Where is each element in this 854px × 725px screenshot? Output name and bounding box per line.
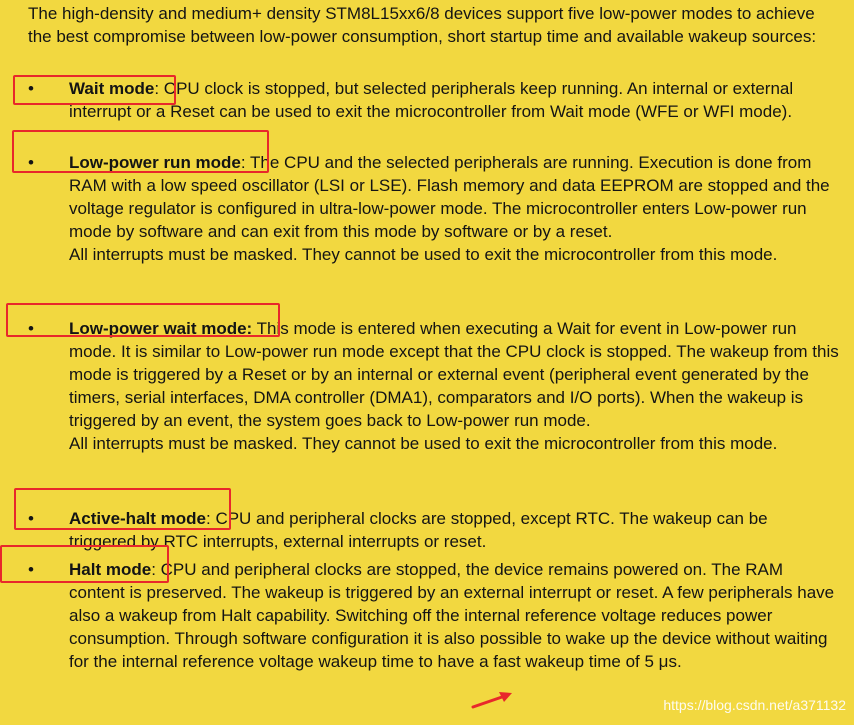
mode-term: Low-power run mode: [69, 153, 241, 172]
mode-term: Wait mode: [69, 79, 155, 98]
arrow-icon: [470, 690, 516, 710]
term-separator: :: [154, 79, 160, 98]
mode-note: All interrupts must be masked. They cannot be used to exit the microcontroller from this mode.: [69, 245, 778, 264]
item-text: [69, 151, 839, 266]
mode-term: Active-halt mode: [69, 509, 206, 528]
mode-description: This mode is entered when executing a Wait for event in Low-power run mode. It is similar to Low-power run mode except that the CPU clock is stopped. The wakeup from this mode is triggered by a Reset or by an internal or external event (peripheral event generated by the timers, serial interfaces, DMA controller (DMA1), comparators and I/O ports). When the wakeup is triggered by an event, the system goes back to Low-power run mode.: [69, 319, 839, 430]
mode-note: All interrupts must be masked. They cannot be used to exit the microcontroller from this mode.: [69, 434, 778, 453]
watermark: https://blog.csdn.net/a371132: [663, 697, 846, 713]
mode-term: Low-power wait mode:: [69, 319, 253, 338]
item-text: [69, 77, 839, 123]
mode-description: The CPU and the selected peripherals are running. Execution is done from RAM with a low speed oscillator (LSI or LSE). Flash memory and data EEPROM are stopped and the voltage regulator is configured in ultra-low-power mode. The microcontroller enters Low-power run mode by software and can exit from this mode by software or by a reset.: [69, 153, 830, 241]
item-text: [69, 507, 839, 553]
bullet: •: [28, 153, 34, 172]
term-separator: :: [151, 560, 156, 579]
mode-description: CPU clock is stopped, but selected peripherals keep running. An internal or external interrupt or a Reset can be used to exit the microcontroller from Wait mode (WFE or WFI mode).: [69, 79, 794, 121]
item-text: [69, 558, 839, 673]
bullet: •: [28, 509, 34, 528]
bullet: •: [28, 560, 34, 579]
term-separator: :: [205, 509, 211, 528]
term-separator: :: [240, 153, 246, 172]
mode-description: CPU and peripheral clocks are stopped, the device remains powered on. The RAM content is preserved. The wakeup is triggered by an external interrupt or reset. A few peripherals have also a wakeup from Halt capability. Switching off the internal reference voltage reduces power consumption. Through software configuration it is also possible to wake up the device without waiting for the internal reference voltage wakeup time to have a fast wakeup time of 5 μs.: [69, 560, 835, 671]
bullet: •: [28, 319, 34, 338]
intro-paragraph: The high-density and medium+ density STM8L15xx6/8 devices support five low-power modes to achieve the best compromise between low-power consumption, short startup time and available wakeup sources:: [28, 4, 817, 46]
mode-term: Halt mode: [69, 560, 152, 579]
item-text: [69, 317, 839, 455]
bullet: •: [28, 79, 34, 98]
mode-description: CPU and peripheral clocks are stopped, except RTC. The wakeup can be triggered by RTC interrupts, external interrupts or reset.: [69, 509, 768, 551]
